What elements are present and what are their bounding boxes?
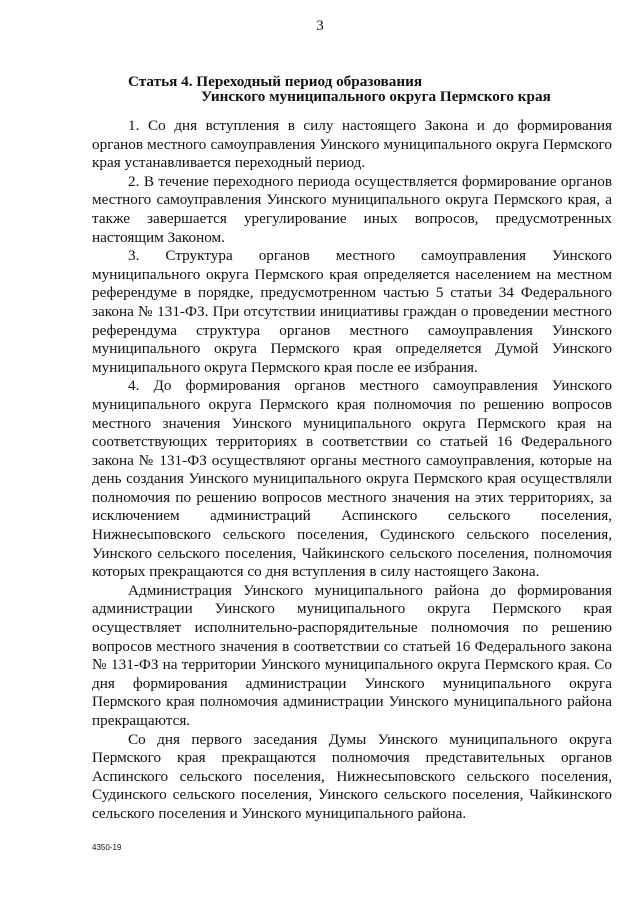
paragraph-5: Администрация Уинского муниципального района до формирования администрации Уинского муниципального округа Пермского края осуществляет исполнительно-распорядительные полномочия по решению вопросов местного значения в соответствии со статьей 16 Федерального закона № 131-ФЗ на территории Уинского муниципального округа Пермского края. Со дня формирования администрации Уинского муниципального округа Пермского края полномочия администрации Уинского муниципального района прекращаются. <box>92 581 612 729</box>
article-title-line1: Статья 4. Переходный период образования <box>128 73 423 90</box>
page-number: 3 <box>316 18 324 34</box>
article-body <box>92 117 612 824</box>
paragraph-3: 3. Структура органов местного самоуправления Уинского муниципального округа Пермского края определяется населением на местном референдуме в порядке, предусмотренном частью 5 статьи 34 Федерального закона № 131-ФЗ. При отсутствии инициативы граждан о проведении местного референдума структура органов местного самоуправления Уинского муниципального округа Пермского края определяется Думой Уинского муниципального округа Пермского края после ее избрания. <box>92 247 612 376</box>
article-title <box>128 74 568 104</box>
document-code: 4350-19 <box>92 843 122 852</box>
paragraph-2: 2. В течение переходного периода осуществляется формирование органов местного самоуправления Уинского муниципального округа Пермского края, а также завершается урегулирование иных вопросов, предусмотренных настоящим Законом. <box>92 172 612 246</box>
article-title-line2: Уинского муниципального округа Пермского края <box>201 88 551 105</box>
paragraph-4: 4. До формирования органов местного самоуправления Уинского муниципального округа Пермского края полномочия по решению вопросов местного значения Уинского муниципального округа Пермского края на соответствующих территориях в соответствии со статьей 16 Федерального закона № 131-ФЗ осуществляют органы местного самоуправления, которые на день создания Уинского муниципального округа Пермского края осуществляли полномочия по решению вопросов местного значения на этих территориях, за исключением администраций Аспинского сельского поселения, Нижнесыповского сельского поселения, Судинского сельского поселения, Уинского сельского поселения, Чайкинского сельского поселения, полномочия которых прекращаются со дня вступления в силу настоящего Закона. <box>92 377 612 581</box>
paragraph-6: Со дня первого заседания Думы Уинского муниципального округа Пермского края прекращаются полномочия представительных органов Аспинского сельского поселения, Нижнесыповского сельского поселения, Судинского сельского поселения, Уинского сельского поселения, Чайкинского сельского поселения и Уинского муниципального района. <box>92 730 612 822</box>
paragraph-1: 1. Со дня вступления в силу настоящего Закона и до формирования органов местного самоуправления Уинского муниципального округа Пермского края устанавливается переходный период. <box>92 117 612 172</box>
